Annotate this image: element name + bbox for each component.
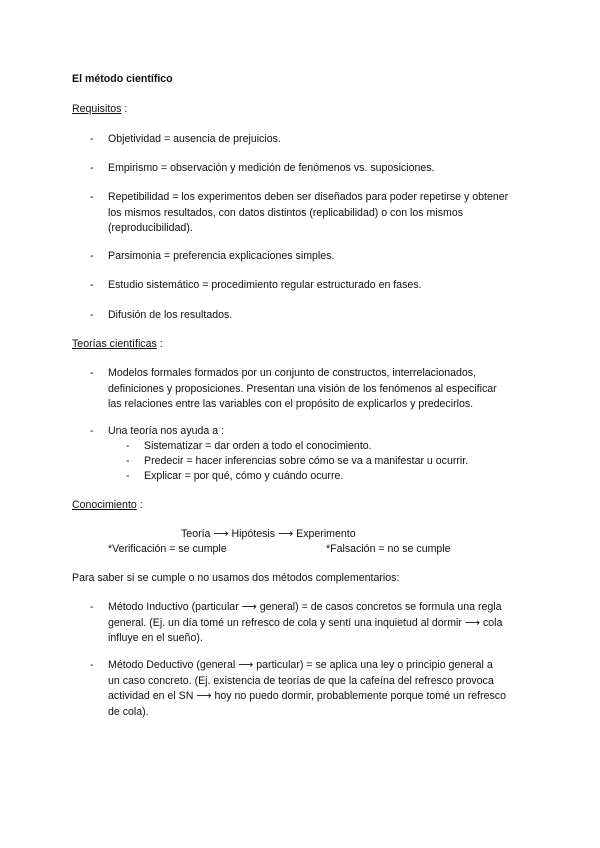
bullet: -: [90, 367, 94, 379]
item-text: los mismos resultados, con datos distintos (replicabilidad) o con los mismos: [108, 206, 464, 219]
item-text: Empirismo = observación y medición de fenómenos vs. suposiciones.: [108, 162, 435, 174]
section-heading-requisitos: [72, 102, 127, 118]
heading-colon: :: [124, 103, 128, 115]
item-text: Estudio sistemático = procedimiento regular estructurado en fases.: [108, 279, 422, 291]
item-text: Parsimonia = preferencia explicaciones simples.: [108, 250, 335, 262]
item-text: Método Inductivo (particular ⟶ general) = de casos concretos se formula una regla: [108, 601, 502, 613]
heading-text: Teorías científicas: [72, 338, 157, 350]
item-text: Método Deductivo (general ⟶ particular) = se aplica una ley o principio general a: [108, 659, 493, 671]
item-text: Difusión de los resultados.: [108, 309, 233, 321]
bullet: -: [126, 470, 130, 482]
verification-note: *Verificación = se cumple: [108, 543, 227, 555]
section-heading-conocimiento: [72, 498, 143, 514]
item-text: de cola).: [108, 705, 149, 718]
item-text: Predecir = hacer inferencias sobre cómo se va a manifestar u ocurrir.: [144, 455, 469, 467]
bullet: -: [90, 601, 94, 613]
item-text: influye en el sueño).: [108, 632, 203, 644]
bullet: -: [90, 309, 94, 321]
section-heading-teorias: [72, 337, 163, 353]
item-text: Una teoría nos ayuda a :: [108, 425, 225, 437]
bullet: -: [126, 440, 130, 452]
method-flow: Teoría ⟶ Hipótesis ⟶ Experimento: [181, 528, 356, 540]
heading-colon: :: [159, 338, 163, 350]
methods-intro: Para saber si se cumple o no usamos dos métodos complementarios:: [72, 572, 400, 584]
falsification-note: *Falsación = no se cumple: [326, 543, 451, 555]
item-text: Modelos formales formados por un conjunto de constructos, interrelacionados,: [108, 367, 477, 379]
item-text: un caso concreto. (Ej. existencia de teorías de que la cafeína del refresco provoca: [108, 674, 494, 687]
item-text: Objetividad = ausencia de prejuicios.: [108, 133, 281, 145]
heading-text: Requisitos: [72, 103, 122, 115]
heading-text: Conocimiento: [72, 499, 137, 511]
item-text: las relaciones entre las variables con el propósito de explicarlos y predecirlos.: [108, 398, 474, 410]
item-text: Sistematizar = dar orden a todo el conocimiento.: [144, 440, 372, 452]
bullet: -: [90, 659, 94, 671]
document-title: El método científico: [72, 73, 173, 85]
item-text: definiciones y proposiciones. Presentan una visión de los fenómenos al especificar: [108, 382, 497, 395]
bullet: -: [126, 455, 130, 467]
bullet: -: [90, 191, 94, 203]
item-text: (reproducibilidad).: [108, 222, 193, 234]
item-text: Repetibilidad = los experimentos deben ser diseñados para poder repetirse y obtener: [108, 191, 509, 203]
item-text: actividad en el SN ⟶ hoy no puedo dormir, probablemente porque tomé un refresco: [108, 690, 506, 702]
bullet: -: [90, 162, 94, 174]
bullet: -: [90, 133, 94, 145]
bullet: -: [90, 250, 94, 262]
bullet: -: [90, 279, 94, 291]
bullet: -: [90, 425, 94, 437]
heading-colon: :: [139, 499, 143, 511]
item-text: Explicar = por qué, cómo y cuándo ocurre.: [144, 470, 344, 482]
item-text: general. (Ej. un día tomé un refresco de cola y sentí una inquietud al dormir ⟶ cola: [108, 616, 503, 629]
